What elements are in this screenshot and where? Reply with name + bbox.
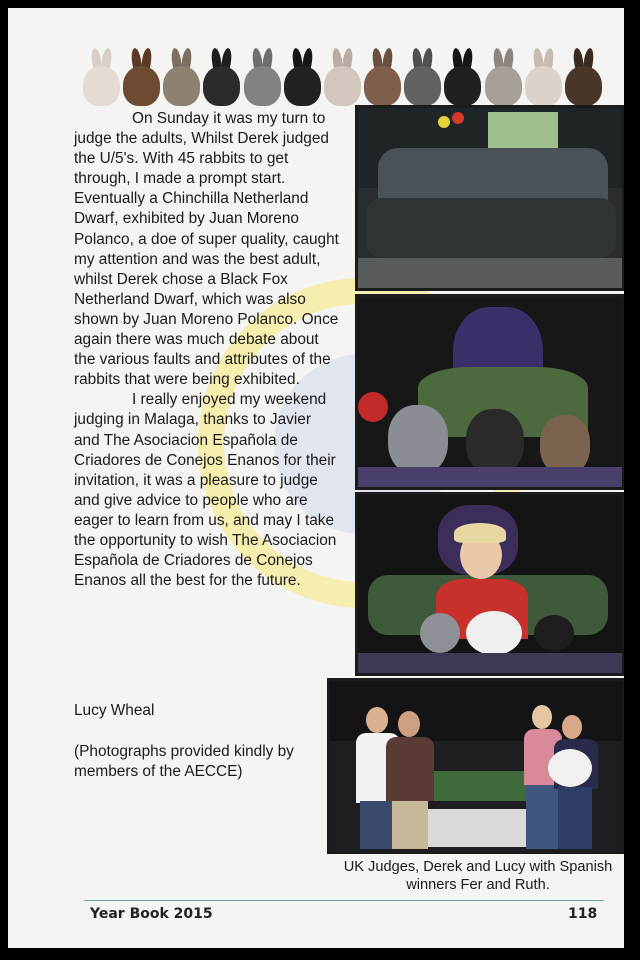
rabbit-head-icon [80, 44, 120, 108]
rabbit-head-icon [160, 44, 200, 108]
article-body [74, 109, 340, 591]
rabbit-head-icon [401, 44, 441, 108]
judges-and-winners-photo [327, 678, 624, 854]
winning-rabbits-photo [355, 294, 624, 490]
footer-rule [84, 900, 604, 901]
article-paragraph-1: On Sunday it was my turn to judge the adults, Whilst Derek judged the U/5's. With 45 rabbits to get through, I made a prompt start. Eventually a Chinchilla Netherland Dwarf, exhibited by Juan Moreno Polanco, a doe of super quality, caught my attention and was the best adult, whilst Derek chose a Black Fox Netherland Dwarf, which was also shown by Juan Moreno Polanco. Once again there was much debate about the various faults and attributes of the rabbits that were being exhibited. [74, 110, 339, 389]
page-number: 118 [568, 906, 598, 922]
rabbit-head-icon [281, 44, 321, 108]
article-paragraph-2: I really enjoyed my weekend judging in Malaga, thanks to Javier and The Asociacion Española de Criadores de Conejos Enanos for their invitation, it was a pleasure to judge and give advice to people who are eager to learn from us, and may I take the opportunity to wish The Asociacion Española de Criadores de Conejos Enanos all the best for the future. [74, 391, 337, 590]
rabbit-head-icon [200, 44, 240, 108]
photo-credit: (Photographs provided kindly by members of the AECCE) [74, 743, 294, 781]
rabbit-head-icon [321, 44, 361, 108]
rabbit-head-icon [241, 44, 281, 108]
rabbit-heads-banner [80, 44, 602, 108]
rabbit-head-icon [361, 44, 401, 108]
rabbit-head-icon [120, 44, 160, 108]
group-photo [355, 105, 624, 291]
rabbit-head-icon [441, 44, 481, 108]
rabbit-head-icon [482, 44, 522, 108]
photo-caption: UK Judges, Derek and Lucy with Spanish winners Fer and Ruth. [343, 859, 613, 893]
rabbit-head-icon [522, 44, 562, 108]
rabbit-head-icon [562, 44, 602, 108]
yearbook-page [8, 8, 624, 948]
judge-with-rabbits-photo [355, 492, 624, 676]
footer-publication: Year Book 2015 [90, 906, 213, 922]
author-signature: Lucy Wheal [74, 702, 155, 719]
